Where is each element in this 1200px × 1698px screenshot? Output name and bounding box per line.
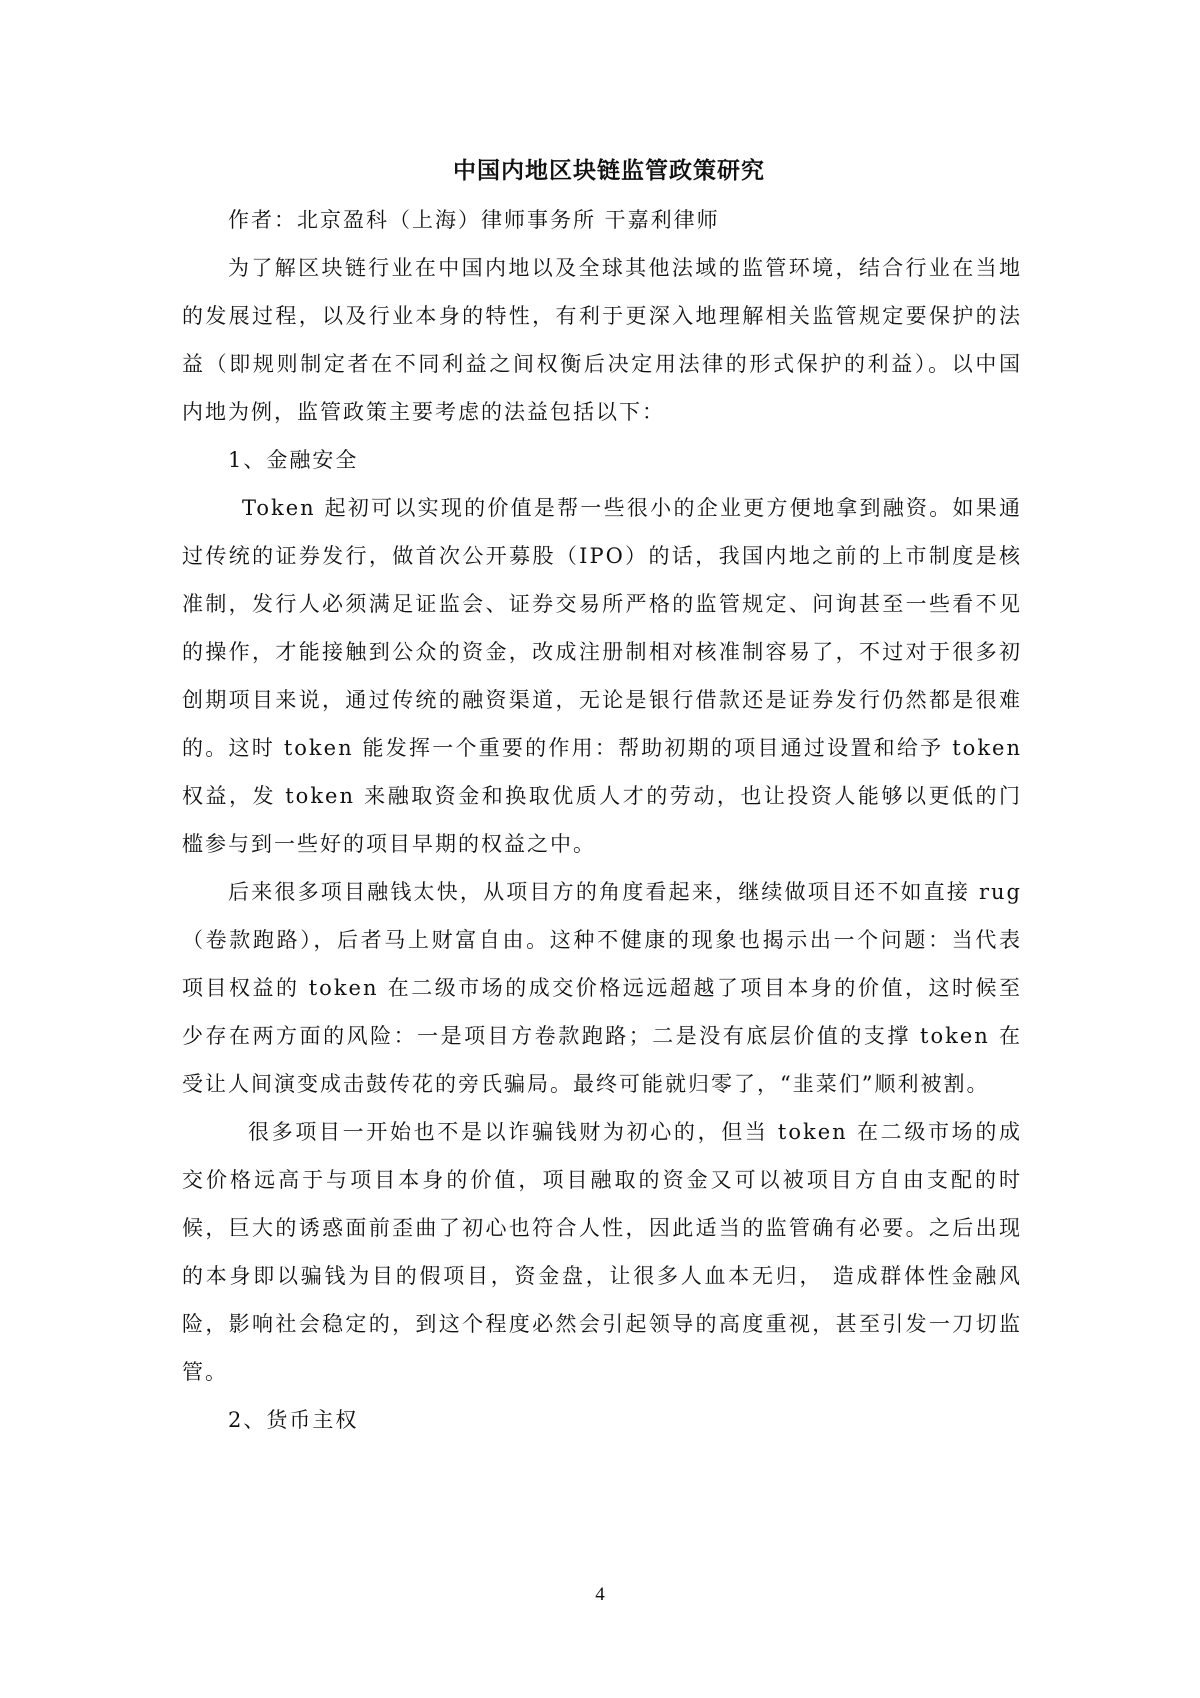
paragraph-regulation-necessity: 很多项目一开始也不是以诈骗钱财为初心的，但当 token 在二级市场的成交价格远高于与项目本身的价值，项目融取的资金又可以被项目方自由支配的时候，巨大的诱惑面前歪曲了初心也符合人性，因此适当的监管确有必要。之后出现的本身即以骗钱为目的假项目，资金盘，让很多人血本无归， 造成群体性金融风险，影响社会稳定的，到这个程度必然会引起领导的高度重视，甚至引发一刀切监管。 <box>182 1120 1022 1384</box>
document-title: 中国内地区块链监管政策研究 <box>453 157 765 184</box>
document-body <box>182 148 1022 1444</box>
section-heading-monetary-sovereignty: 2、货币主权 <box>228 1408 359 1432</box>
paragraph-rug-risk: 后来很多项目融钱太快，从项目方的角度看起来，继续做项目还不如直接 rug （卷款跑路），后者马上财富自由。这种不健康的现象也揭示出一个问题：当代表项目权益的 token 在二级市场的成交价格远远超越了项目本身的价值，这时候至少存在两方面的风险：一是项目方卷款跑路；二是没有底层价值的支撑 token 在受让人间演变成击鼓传花的旁氏骗局。最终可能就归零了，“韭菜们”顺利被割。 <box>182 880 1022 1096</box>
intro-paragraph: 为了解区块链行业在中国内地以及全球其他法域的监管环境，结合行业在当地的发展过程，以及行业本身的特性，有利于更深入地理解相关监管规定要保护的法益（即规则制定者在不同利益之间权衡后决定用法律的形式保护的利益）。以中国内地为例，监管政策主要考虑的法益包括以下： <box>182 256 1022 424</box>
author-line: 作者：北京盈科（上海）律师事务所 干嘉利律师 <box>228 208 720 232</box>
section-heading-financial-security: 1、金融安全 <box>228 448 359 472</box>
page-number: 4 <box>595 1584 605 1605</box>
paragraph-token-financing: Token 起初可以实现的价值是帮一些很小的企业更方便地拿到融资。如果通过传统的证券发行，做首次公开募股（IPO）的话，我国内地之前的上市制度是核准制，发行人必须满足证监会、证券交易所严格的监管规定、问询甚至一些看不见的操作，才能接触到公众的资金，改成注册制相对核准制容易了，不过对于很多初创期项目来说，通过传统的融资渠道，无论是银行借款还是证券发行仍然都是很难的。这时 token 能发挥一个重要的作用：帮助初期的项目通过设置和给予 token 权益，发 token 来融取资金和换取优质人才的劳动，也让投资人能够以更低的门槛参与到一些好的项目早期的权益之中。 <box>182 496 1022 856</box>
